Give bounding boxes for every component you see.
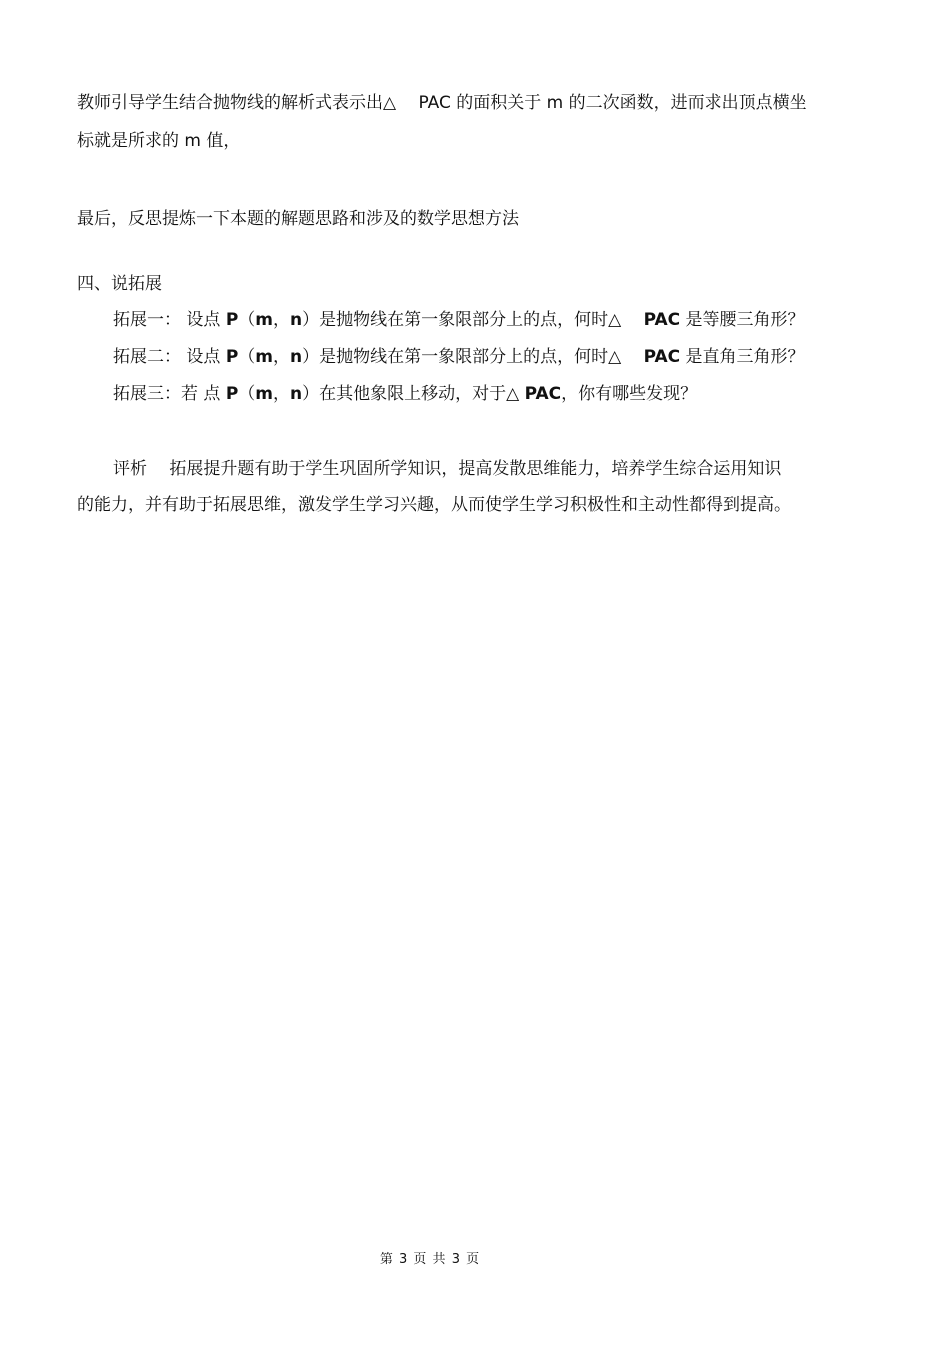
ext1-var-m: m — [255, 310, 273, 330]
ext2-paren-close: ） — [302, 347, 320, 367]
ext2-var-n: n — [290, 347, 303, 367]
ext3-point-p: P — [225, 384, 239, 404]
ext1-triangle-pac: PAC — [643, 310, 681, 330]
ext2-triangle-pac: PAC — [643, 347, 681, 367]
ext1-prefix: 拓展一： 设点 — [113, 310, 226, 330]
extension-3 — [113, 382, 697, 406]
ext3-comma: ， — [273, 384, 290, 404]
ext3-var-m: m — [255, 384, 273, 404]
ext1-comma: ， — [273, 310, 290, 330]
ext1-paren-open: （ — [238, 310, 256, 330]
extension-1 — [113, 308, 805, 332]
ext2-suffix: 是直角三角形？ — [680, 347, 805, 367]
ext3-suffix: ，你有哪些发现？ — [561, 384, 698, 404]
page-footer: 第 3 页 共 3 页 — [379, 1252, 481, 1267]
paragraph-1-line-2: 标就是所求的 m 值， — [77, 131, 241, 151]
ext3-prefix: 拓展三：若 点 — [113, 384, 226, 404]
ext1-paren-close: ） — [302, 310, 320, 330]
ext3-mid: 在其他象限上移动，对于△ — [319, 384, 525, 404]
ext3-paren-open: （ — [238, 384, 256, 404]
ext1-point-p: P — [225, 310, 239, 330]
ext2-prefix: 拓展二： 设点 — [113, 347, 226, 367]
section-heading: 四、说拓展 — [77, 274, 162, 294]
ext1-var-n: n — [290, 310, 303, 330]
ext2-point-p: P — [225, 347, 239, 367]
ext2-paren-open: （ — [238, 347, 256, 367]
ext3-triangle-pac: PAC — [524, 384, 562, 404]
ext3-paren-close: ） — [302, 384, 320, 404]
extension-2 — [113, 345, 805, 369]
ext2-var-m: m — [255, 347, 273, 367]
ext1-mid: 是抛物线在第一象限部分上的点，何时△ — [319, 310, 644, 330]
paragraph-1-line-1: 教师引导学生结合抛物线的解析式表示出△ PAC 的面积关于 m 的二次函数，进而求出顶点横坐 — [77, 93, 807, 113]
analysis-line-2: 的能力，并有助于拓展思维，激发学生学习兴趣，从而使学生学习积极性和主动性都得到提高。 — [77, 495, 791, 515]
ext2-mid: 是抛物线在第一象限部分上的点，何时△ — [319, 347, 644, 367]
analysis-line-1: 评析 拓展提升题有助于学生巩固所学知识，提高发散思维能力，培养学生综合运用知识 — [113, 459, 782, 479]
paragraph-2: 最后，反思提炼一下本题的解题思路和涉及的数学思想方法 — [77, 209, 519, 229]
ext1-suffix: 是等腰三角形？ — [680, 310, 805, 330]
ext2-comma: ， — [273, 347, 290, 367]
ext3-var-n: n — [290, 384, 303, 404]
